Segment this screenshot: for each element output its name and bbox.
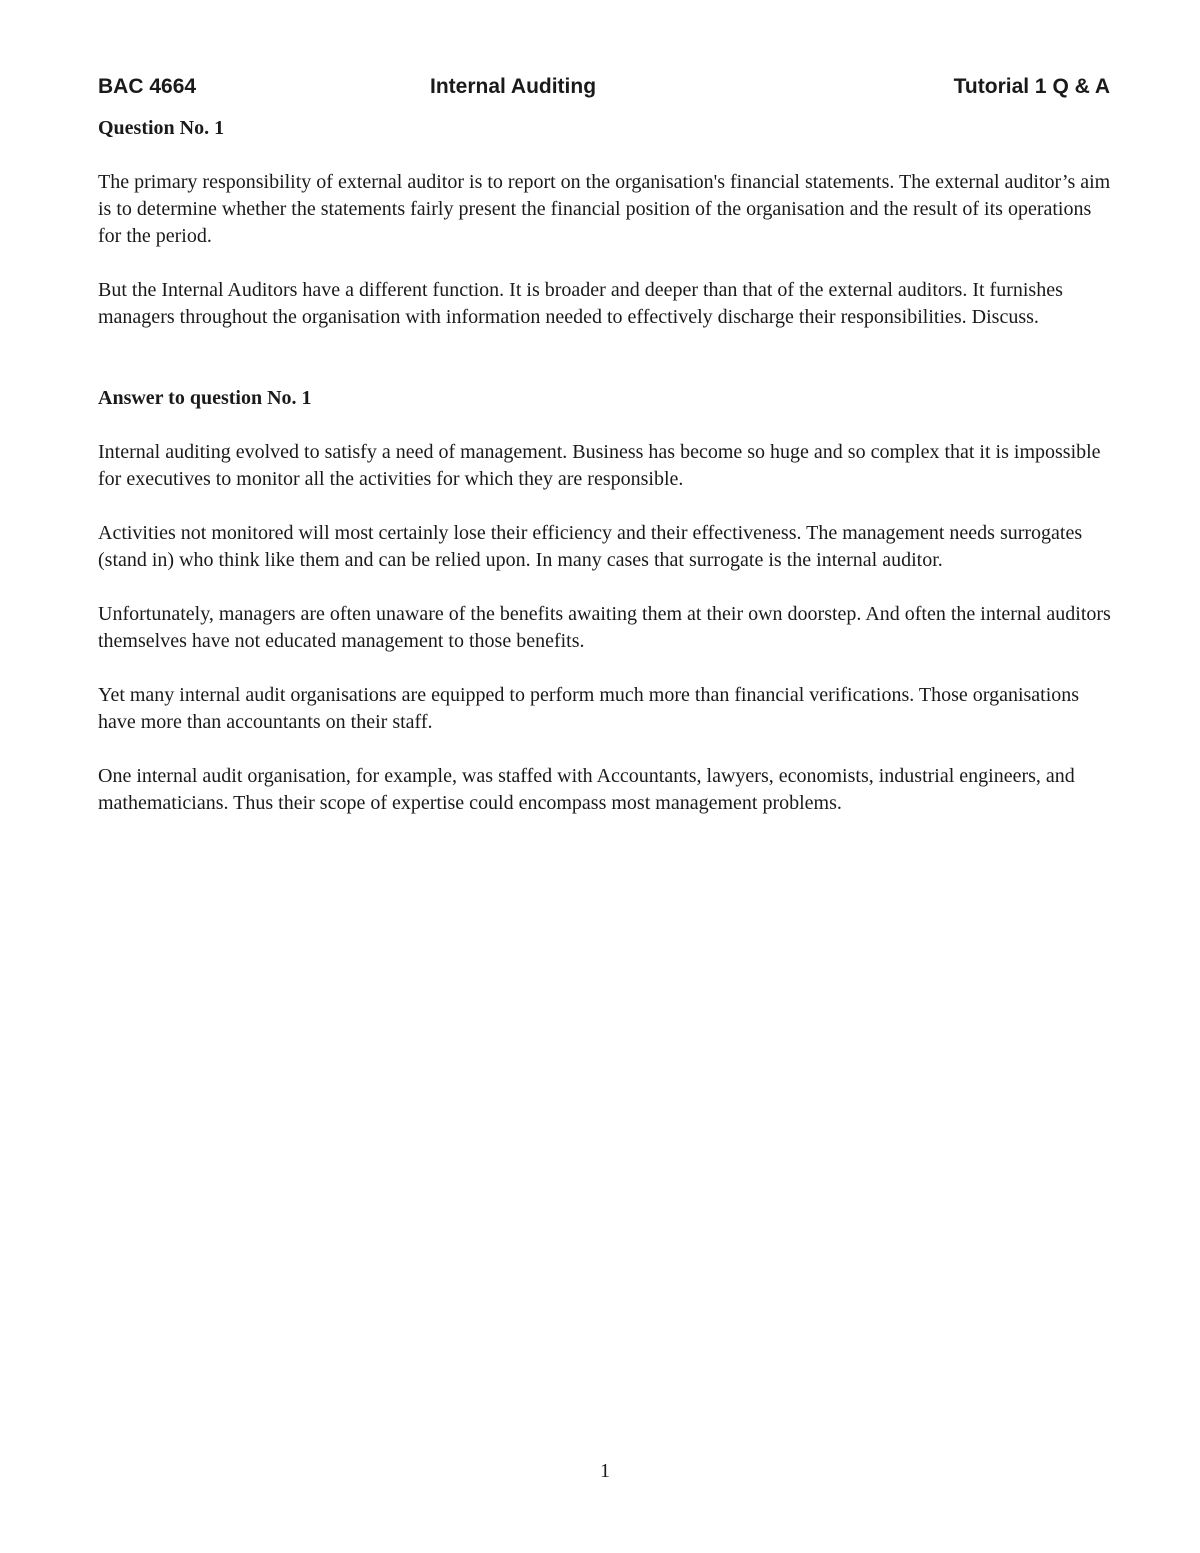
question-heading: Question No. 1 xyxy=(98,117,225,139)
answer-heading: Answer to question No. 1 xyxy=(98,387,312,409)
course-code: BAC 4664 xyxy=(98,75,197,98)
tutorial-label: Tutorial 1 Q & A xyxy=(953,75,1110,98)
answer-paragraph: Yet many internal audit organisations are equipped to perform much more than financial verifications. Those organisations have more than accountants on their staff. xyxy=(98,684,1080,733)
answer-paragraph: Unfortunately, managers are often unaware of the benefits awaiting them at their own doorstep. And often the internal auditors themselves have not educated management to those benefits. xyxy=(98,603,1111,652)
course-title: Internal Auditing xyxy=(430,75,597,98)
document-body xyxy=(98,115,1113,817)
answer-paragraph: Internal auditing evolved to satisfy a need of management. Business has become so huge and so complex that it is impossible for executives to monitor all the activities for which they are responsible. xyxy=(98,441,1101,490)
question-paragraph: But the Internal Auditors have a different function. It is broader and deeper than that of the external auditors. It furnishes managers throughout the organisation with information needed to effectively discharge their responsibilities. Discuss. xyxy=(98,279,1063,328)
page-header xyxy=(98,72,1110,102)
answer-paragraph: One internal audit organisation, for example, was staffed with Accountants, lawyers, economists, industrial engineers, and mathematicians. Thus their scope of expertise could encompass most management problems. xyxy=(98,765,1075,814)
question-paragraph: The primary responsibility of external auditor is to report on the organisation's financial statements. The external auditor’s aim is to determine whether the statements fairly present the financial position of the organisation and the result of its operations for the period. xyxy=(98,171,1111,247)
answer-paragraph: Activities not monitored will most certainly lose their efficiency and their effectiveness. The management needs surrogates (stand in) who think like them and can be relied upon. In many cases that surrogate is the internal auditor. xyxy=(98,522,1083,571)
page-number: 1 xyxy=(600,1460,610,1482)
